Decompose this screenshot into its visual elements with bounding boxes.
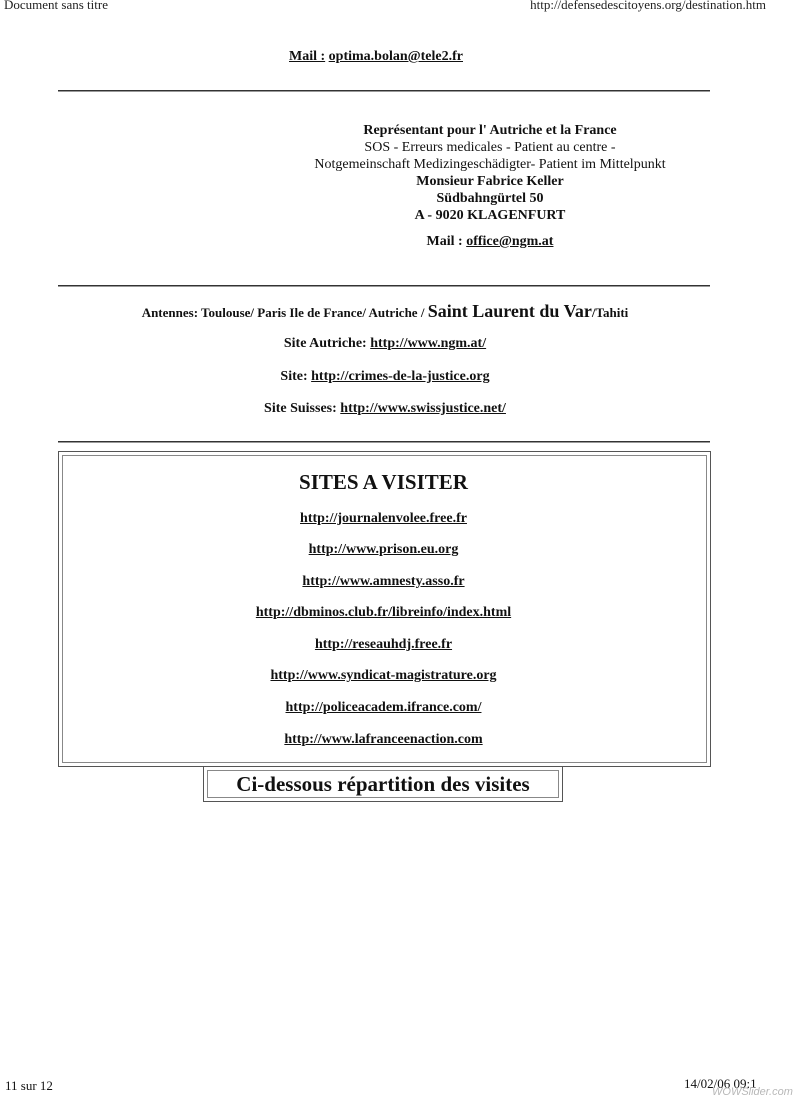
representative-block — [300, 122, 680, 250]
visit-link[interactable]: http://www.syndicat-magistrature.org — [270, 668, 497, 683]
visit-link[interactable]: http://www.lafranceenaction.com — [284, 732, 483, 747]
document-title: Document sans titre — [4, 0, 108, 12]
visit-link[interactable]: http://reseauhdj.free.fr — [314, 637, 453, 652]
sites-to-visit-title: SITES A VISITER — [299, 470, 468, 494]
divider — [58, 90, 710, 92]
visits-heading-box — [203, 766, 563, 802]
rep-org-fr: SOS - Erreurs medicales - Patient au centre - — [364, 140, 616, 155]
rep-mail-link[interactable]: office@ngm.at — [466, 234, 554, 249]
rep-street: Südbahngürtel 50 — [436, 191, 544, 206]
site-link[interactable]: http://www.ngm.at/ — [370, 336, 487, 351]
visits-heading: Ci-dessous répartition des visites — [207, 770, 559, 798]
rep-city: A - 9020 KLAGENFURT — [414, 208, 566, 223]
site-line-crimes — [0, 369, 770, 385]
visit-link[interactable]: http://www.prison.eu.org — [308, 542, 459, 557]
page-url: http://defensedescitoyens.org/destination.htm — [530, 0, 766, 12]
mail-link[interactable]: optima.bolan@tele2.fr — [328, 49, 463, 64]
site-link[interactable]: http://www.swissjustice.net/ — [340, 401, 506, 416]
rep-name: Monsieur Fabrice Keller — [416, 174, 564, 189]
visit-link[interactable]: http://dbminos.club.fr/libreinfo/index.html — [255, 605, 512, 620]
site-link[interactable]: http://crimes-de-la-justice.org — [311, 369, 490, 384]
antennes-suffix: /Tahiti — [591, 305, 629, 320]
visit-link[interactable]: http://www.amnesty.asso.fr — [302, 574, 465, 589]
site-line-austria — [0, 336, 770, 352]
visit-link[interactable]: http://policeacadem.ifrance.com/ — [285, 700, 482, 715]
antennes-prefix: Antennes: Toulouse/ Paris Ile de France/ Autriche / — [141, 305, 425, 320]
antennes-highlight: Saint Laurent du Var — [427, 301, 592, 321]
site-label: Site Autriche: — [283, 336, 367, 351]
page-counter: 11 sur 12 — [5, 1078, 53, 1093]
antennes-line — [0, 301, 770, 322]
rep-mail — [300, 233, 680, 250]
mail-line — [0, 49, 752, 65]
site-label: Site Suisses: — [264, 401, 337, 416]
divider — [58, 441, 710, 443]
rep-mail-label: Mail : — [426, 234, 463, 249]
watermark-text: WOWSlider.com — [712, 1086, 793, 1098]
mail-label: Mail : — [289, 49, 326, 64]
site-line-swiss — [0, 401, 770, 417]
visit-link[interactable]: http://journalenvolee.free.fr — [300, 511, 467, 526]
print-date: 14/02/06 09:1 — [684, 1076, 757, 1091]
divider — [58, 285, 710, 287]
rep-org-de: Notgemeinschaft Medizingeschädigter- Patient im Mittelpunkt — [314, 157, 666, 172]
rep-title: Représentant pour l' Autriche et la France — [363, 123, 617, 138]
site-label: Site: — [280, 369, 308, 384]
